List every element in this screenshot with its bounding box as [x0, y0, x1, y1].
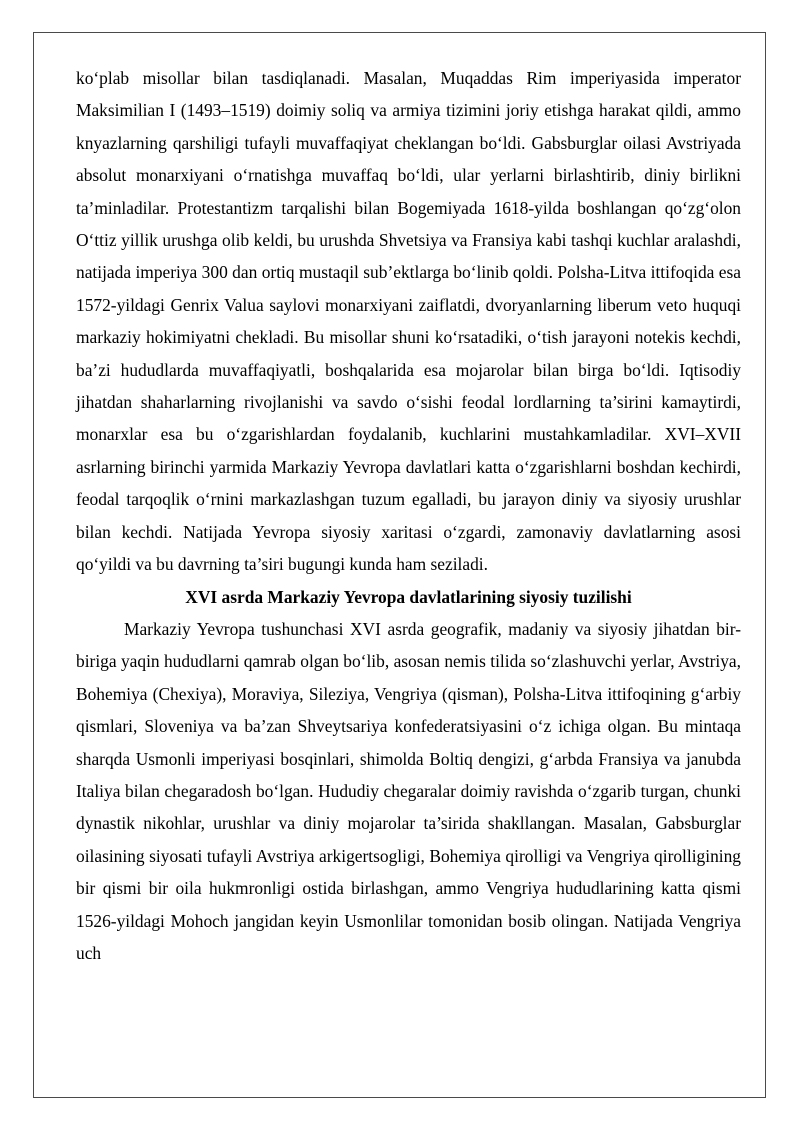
body-paragraph: Markaziy Yevropa tushunchasi XVI asrda geografik, madaniy va siyosiy jihatdan bir-biriga yaqin hududlarni qamrab olgan bo‘lib, asosan nemis tilida so‘zlashuvchi yerlar, Avstriya, Bohemiya (Chexiya), Moraviya, Sileziya, Vengriya (qisman), Polsha-Litva ittifoqining g‘arbiy qismlari, Sloveniya va ba’zan Shveytsariya konfederatsiyasini o‘z ichiga olgan. Bu mintaqa sharqda Usmonli imperiyasi bosqinlari, shimolda Boltiq dengizi, g‘arbda Fransiya va janubda Italiya bilan chegaradosh bo‘lgan. Hududiy chegaralar doimiy ravishda o‘zgarib turgan, chunki dynastik nikohlar, urushlar va diniy mojarolar ta’sirida shakllangan. Masalan, Gabsburglar oilasining siyosati tufayli Avstriya arkigertsogligi, Bohemiya qirolligi va Vengriya qirolligining bir qismi bir oila hukmronligi ostida birlashgan, ammo Vengriya hududlarining katta qismi 1526-yildagi Mohoch jangidan keyin Usmonlilar tomonidan bosib olingan. Natijada Vengriya uch [76, 618, 741, 963]
document-body [76, 62, 741, 969]
body-paragraph: ko‘plab misollar bilan tasdiqlanadi. Masalan, Muqaddas Rim imperiyasida imperator Maksimilian I (1493–1519) doimiy soliq va armiya tizimini joriy etishga harakat qildi, ammo knyazlarning qarshiligi tufayli muvaffaqiyat cheklangan bo‘ldi. Gabsburglar oilasi Avstriyada absolut monarxiyani o‘rnatishga muvaffaq bo‘ldi, ular yerlarni birlashtirib, diniy birlikni ta’minladilar. Protestantizm tarqalishi bilan Bogemiyada 1618-yilda boshlangan qo‘zg‘olon O‘ttiz yillik urushga olib keldi, bu urushda Shvetsiya va Fransiya kabi tashqi kuchlar aralashdi, natijada imperiya 300 dan ortiq mustaqil sub’ektlarga bo‘linib qoldi. Polsha-Litva ittifoqida esa 1572-yildagi Genrix Valua saylovi monarxiyani zaiflatdi, dvoryanlarning liberum veto huquqi markaziy hokimiyatni chekladi. Bu misollar shuni ko‘rsatadiki, o‘tish jarayoni notekis kechdi, ba’zi hududlarda muvaffaqiyatli, boshqalarida esa mojarolar bilan birga bo‘ldi. Iqtisodiy jihatdan shaharlarning rivojlanishi va savdo o‘sishi feodal lordlarning ta’sirini kamaytirdi, monarxlar esa bu o‘zgarishlardan foydalanib, kuchlarini mustahkamladilar. XVI–XVII asrlarning birinchi yarmida Markaziy Yevropa davlatlari katta o‘zgarishlarni boshdan kechirdi, feodal tarqoqlik o‘rnini markazlashgan tuzum egalladi, bu jarayon diniy va siyosiy urushlar bilan kechdi. Natijada Yevropa siyosiy xaritasi o‘zgardi, zamonaviy davlatlarning asosi qo‘yildi va bu davrning ta’siri bugungi kunda ham seziladi. [76, 68, 741, 575]
section-heading: XVI asrda Markaziy Yevropa davlatlarining siyosiy tuzilishi [185, 586, 632, 607]
